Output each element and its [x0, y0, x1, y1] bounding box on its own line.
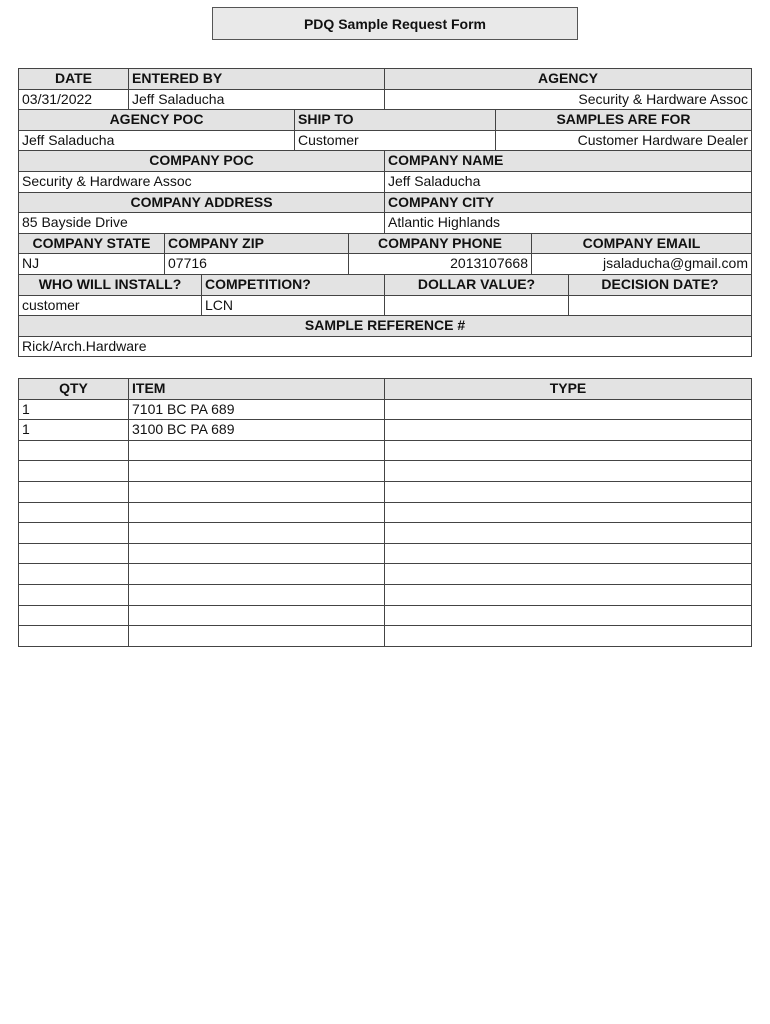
- company-name-field[interactable]: Jeff Saladucha: [385, 172, 752, 193]
- table-row: [19, 606, 752, 627]
- agency-poc-field[interactable]: Jeff Saladucha: [19, 131, 295, 152]
- company-email-field[interactable]: jsaladucha@gmail.com: [532, 254, 752, 275]
- qty-cell[interactable]: [19, 482, 129, 503]
- qty-cell[interactable]: [19, 441, 129, 462]
- competition-label: COMPETITION?: [202, 275, 385, 296]
- qty-cell[interactable]: [19, 544, 129, 565]
- qty-cell[interactable]: [19, 564, 129, 585]
- qty-cell[interactable]: [19, 503, 129, 524]
- samples-are-for-label: SAMPLES ARE FOR: [496, 110, 752, 131]
- item-cell[interactable]: 7101 BC PA 689: [129, 400, 385, 421]
- qty-cell[interactable]: [19, 585, 129, 606]
- table-row: [19, 420, 752, 441]
- table-row: [19, 523, 752, 544]
- item-cell[interactable]: [129, 606, 385, 627]
- type-cell[interactable]: [385, 564, 752, 585]
- date-label: DATE: [19, 69, 129, 90]
- type-cell[interactable]: [385, 503, 752, 524]
- table-row: [19, 254, 752, 275]
- items-table: [18, 378, 752, 647]
- dollar-value-field[interactable]: [385, 296, 569, 317]
- item-cell[interactable]: [129, 544, 385, 565]
- company-address-field[interactable]: 85 Bayside Drive: [19, 213, 385, 234]
- qty-header: QTY: [19, 379, 129, 400]
- company-zip-field[interactable]: 07716: [165, 254, 349, 275]
- entered-by-field[interactable]: Jeff Saladucha: [129, 90, 385, 111]
- table-row: [19, 296, 752, 317]
- type-cell[interactable]: [385, 482, 752, 503]
- item-cell[interactable]: [129, 503, 385, 524]
- table-row: [19, 482, 752, 503]
- company-address-label: COMPANY ADDRESS: [19, 193, 385, 214]
- table-row: [19, 69, 752, 90]
- table-row: [19, 564, 752, 585]
- company-city-field[interactable]: Atlantic Highlands: [385, 213, 752, 234]
- table-row: [19, 585, 752, 606]
- type-cell[interactable]: [385, 523, 752, 544]
- table-row: [19, 400, 752, 421]
- qty-cell[interactable]: 1: [19, 400, 129, 421]
- company-name-label: COMPANY NAME: [385, 151, 752, 172]
- type-cell[interactable]: [385, 400, 752, 421]
- item-cell[interactable]: [129, 585, 385, 606]
- qty-cell[interactable]: [19, 523, 129, 544]
- entered-by-label: ENTERED BY: [129, 69, 385, 90]
- who-will-install-label: WHO WILL INSTALL?: [19, 275, 202, 296]
- company-poc-field[interactable]: Security & Hardware Assoc: [19, 172, 385, 193]
- company-state-field[interactable]: NJ: [19, 254, 165, 275]
- table-row: [19, 626, 752, 647]
- item-cell[interactable]: [129, 441, 385, 462]
- table-row: [19, 275, 752, 296]
- item-cell[interactable]: 3100 BC PA 689: [129, 420, 385, 441]
- item-cell[interactable]: [129, 461, 385, 482]
- table-row: [19, 234, 752, 255]
- qty-cell[interactable]: [19, 461, 129, 482]
- item-cell[interactable]: [129, 482, 385, 503]
- date-field[interactable]: 03/31/2022: [19, 90, 129, 111]
- table-row: [19, 461, 752, 482]
- type-cell[interactable]: [385, 585, 752, 606]
- qty-cell[interactable]: 1: [19, 420, 129, 441]
- table-row: [19, 110, 752, 131]
- type-cell[interactable]: [385, 420, 752, 441]
- company-email-label: COMPANY EMAIL: [532, 234, 752, 255]
- type-cell[interactable]: [385, 606, 752, 627]
- table-row: [19, 337, 752, 358]
- company-phone-field[interactable]: 2013107668: [349, 254, 532, 275]
- sample-reference-label: SAMPLE REFERENCE #: [19, 316, 752, 337]
- item-cell[interactable]: [129, 626, 385, 647]
- table-row: [19, 441, 752, 462]
- table-row: [19, 90, 752, 111]
- decision-date-label: DECISION DATE?: [569, 275, 752, 296]
- ship-to-label: SHIP TO: [295, 110, 496, 131]
- company-phone-label: COMPANY PHONE: [349, 234, 532, 255]
- agency-poc-label: AGENCY POC: [19, 110, 295, 131]
- company-zip-label: COMPANY ZIP: [165, 234, 349, 255]
- request-details-table: [18, 68, 752, 357]
- dollar-value-label: DOLLAR VALUE?: [385, 275, 569, 296]
- item-header: ITEM: [129, 379, 385, 400]
- type-cell[interactable]: [385, 544, 752, 565]
- samples-are-for-field[interactable]: Customer Hardware Dealer: [496, 131, 752, 152]
- items-table-header: [19, 379, 752, 400]
- type-cell[interactable]: [385, 441, 752, 462]
- company-poc-label: COMPANY POC: [19, 151, 385, 172]
- item-cell[interactable]: [129, 564, 385, 585]
- table-row: [19, 193, 752, 214]
- table-row: [19, 544, 752, 565]
- decision-date-field[interactable]: [569, 296, 752, 317]
- ship-to-field[interactable]: Customer: [295, 131, 496, 152]
- table-row: [19, 316, 752, 337]
- who-will-install-field[interactable]: customer: [19, 296, 202, 317]
- agency-label: AGENCY: [385, 69, 752, 90]
- company-city-label: COMPANY CITY: [385, 193, 752, 214]
- table-row: [19, 131, 752, 152]
- form-title: PDQ Sample Request Form: [212, 7, 578, 40]
- type-header: TYPE: [385, 379, 752, 400]
- table-row: [19, 172, 752, 193]
- sample-reference-field[interactable]: Rick/Arch.Hardware: [19, 337, 752, 358]
- type-cell[interactable]: [385, 461, 752, 482]
- table-row: [19, 503, 752, 524]
- company-state-label: COMPANY STATE: [19, 234, 165, 255]
- table-row: [19, 151, 752, 172]
- table-row: [19, 213, 752, 234]
- item-cell[interactable]: [129, 523, 385, 544]
- type-cell[interactable]: [385, 626, 752, 647]
- qty-cell[interactable]: [19, 606, 129, 627]
- qty-cell[interactable]: [19, 626, 129, 647]
- agency-field[interactable]: Security & Hardware Assoc: [385, 90, 752, 111]
- competition-field[interactable]: LCN: [202, 296, 385, 317]
